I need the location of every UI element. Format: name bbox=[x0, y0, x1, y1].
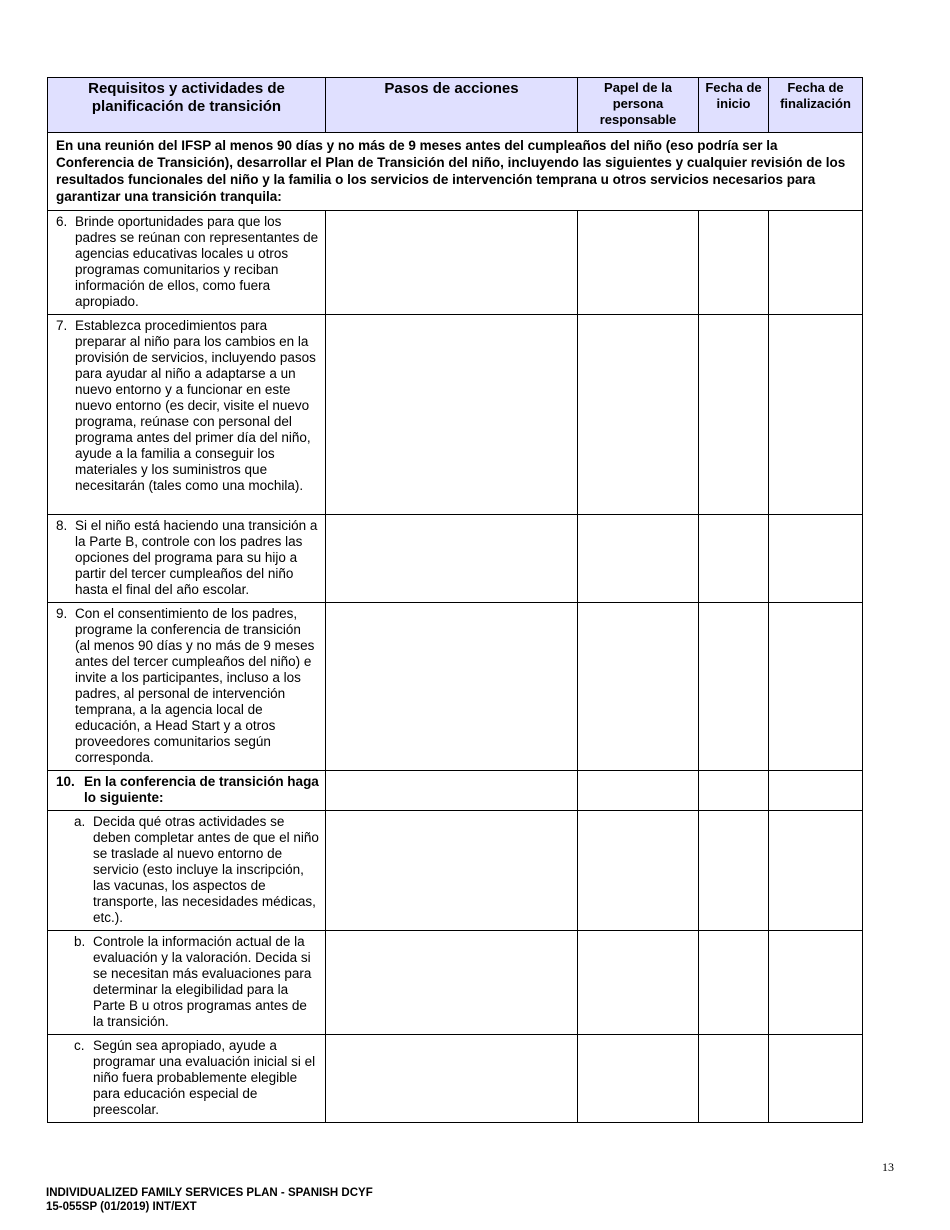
responsible-role-cell[interactable] bbox=[578, 515, 699, 603]
responsible-role-cell[interactable] bbox=[578, 603, 699, 771]
start-date-cell[interactable] bbox=[699, 515, 769, 603]
item-text: Brinde oportunidades para que los padres se reúnan con representantes de agencias educativas locales u otros programas comunitarios y reciban información de ellos, como fuera apropiado. bbox=[75, 214, 319, 309]
item-number: 6. bbox=[56, 214, 68, 229]
requirement-cell bbox=[48, 515, 326, 603]
action-steps-cell[interactable] bbox=[326, 931, 578, 1035]
end-date-cell[interactable] bbox=[769, 931, 863, 1035]
responsible-role-cell[interactable] bbox=[578, 771, 699, 811]
item-number: 9. bbox=[56, 606, 68, 621]
action-steps-cell[interactable] bbox=[326, 211, 578, 315]
action-steps-cell[interactable] bbox=[326, 1035, 578, 1123]
responsible-role-cell[interactable] bbox=[578, 931, 699, 1035]
page-number: 13 bbox=[882, 1160, 894, 1174]
item-number: 10. bbox=[56, 774, 75, 789]
start-date-cell[interactable] bbox=[699, 211, 769, 315]
table-row bbox=[48, 1035, 863, 1123]
table-row bbox=[48, 211, 863, 315]
responsible-role-cell[interactable] bbox=[578, 1035, 699, 1123]
table-row bbox=[48, 811, 863, 931]
end-date-cell[interactable] bbox=[769, 315, 863, 515]
action-steps-cell[interactable] bbox=[326, 811, 578, 931]
intro-text: En una reunión del IFSP al menos 90 días y no más de 9 meses antes del cumpleaños del niño (eso podría ser la Conferencia de Transición), desarrollar el Plan de Transición del niño, incluyendo las siguientes y cualquier revisión de los resultados funcionales del niño y la familia o los servicios de intervención temprana u otros servicios necesarios para garantizar una transición tranquila: bbox=[48, 133, 863, 211]
end-date-cell[interactable] bbox=[769, 811, 863, 931]
requirement-cell bbox=[48, 603, 326, 771]
start-date-cell[interactable] bbox=[699, 931, 769, 1035]
requirement-cell bbox=[48, 211, 326, 315]
item-text: Decida qué otras actividades se deben completar antes de que el niño se traslade al nuevo entorno de servicio (esto incluye la inscripción, las vacunas, los aspectos de transporte, las necesidades médicas, etc.). bbox=[93, 814, 319, 925]
header-end-date: Fecha de finalización bbox=[769, 78, 863, 133]
footer-form-title: INDIVIDUALIZED FAMILY SERVICES PLAN - SPANISH DCYF bbox=[46, 1187, 373, 1199]
action-steps-cell[interactable] bbox=[326, 603, 578, 771]
item-number: 8. bbox=[56, 518, 68, 533]
transition-plan-table bbox=[47, 77, 863, 1123]
requirement-cell bbox=[48, 315, 326, 515]
start-date-cell[interactable] bbox=[699, 315, 769, 515]
end-date-cell[interactable] bbox=[769, 515, 863, 603]
header-row bbox=[48, 78, 863, 133]
item-letter: a. bbox=[74, 814, 86, 829]
item-text: Controle la información actual de la evaluación y la valoración. Decida si se necesitan más evaluaciones para determinar la elegibilidad para la Parte B u otros programas antes de la transición. bbox=[93, 934, 312, 1029]
table-row bbox=[48, 603, 863, 771]
item-text: Según sea apropiado, ayude a programar una evaluación inicial si el niño fuera probablemente elegible para educación especial de preescolar. bbox=[93, 1038, 316, 1117]
start-date-cell[interactable] bbox=[699, 811, 769, 931]
table-row bbox=[48, 315, 863, 515]
requirement-cell bbox=[48, 1035, 326, 1123]
item-text: En la conferencia de transición haga lo siguiente: bbox=[84, 774, 319, 805]
header-start-date: Fecha de inicio bbox=[699, 78, 769, 133]
start-date-cell[interactable] bbox=[699, 771, 769, 811]
end-date-cell[interactable] bbox=[769, 771, 863, 811]
end-date-cell[interactable] bbox=[769, 1035, 863, 1123]
item-text: Con el consentimiento de los padres, programe la conferencia de transición (al menos 90 días y no más de 9 meses antes del tercer cumpleaños del niño) e invite a los participantes, incluso a los padres, al personal de intervención temprana, a la agencia local de educación, a Head Start y a otros proveedores comunitarios según corresponda. bbox=[75, 606, 315, 765]
item-text: Si el niño está haciendo una transición a la Parte B, controle con los padres las opciones del programa para su hijo a partir del tercer cumpleaños del niño hasta el final del año escolar. bbox=[75, 518, 318, 597]
item-number: 7. bbox=[56, 318, 68, 333]
requirement-cell bbox=[48, 931, 326, 1035]
table-row bbox=[48, 931, 863, 1035]
item-letter: c. bbox=[74, 1038, 85, 1053]
end-date-cell[interactable] bbox=[769, 603, 863, 771]
action-steps-cell[interactable] bbox=[326, 315, 578, 515]
intro-row bbox=[48, 133, 863, 211]
header-requirements: Requisitos y actividades de planificación de transición bbox=[48, 78, 326, 133]
requirement-cell bbox=[48, 771, 326, 811]
action-steps-cell[interactable] bbox=[326, 771, 578, 811]
footer-form-number: 15-055SP (01/2019) INT/EXT bbox=[46, 1201, 197, 1213]
action-steps-cell[interactable] bbox=[326, 515, 578, 603]
document-footer bbox=[46, 1186, 373, 1214]
table-row bbox=[48, 515, 863, 603]
start-date-cell[interactable] bbox=[699, 603, 769, 771]
start-date-cell[interactable] bbox=[699, 1035, 769, 1123]
responsible-role-cell[interactable] bbox=[578, 211, 699, 315]
requirement-cell bbox=[48, 811, 326, 931]
item-letter: b. bbox=[74, 934, 86, 949]
responsible-role-cell[interactable] bbox=[578, 811, 699, 931]
header-responsible-role: Papel de la persona responsable bbox=[578, 78, 699, 133]
table-row bbox=[48, 771, 863, 811]
header-action-steps: Pasos de acciones bbox=[326, 78, 578, 133]
end-date-cell[interactable] bbox=[769, 211, 863, 315]
item-text: Establezca procedimientos para preparar al niño para los cambios en la provisión de servicios, incluyendo pasos para ayudar al niño a adaptarse a un nuevo entorno y a funcionar en este nuevo entorno (es decir, visite el nuevo programa, reúnase con personal del programa antes del primer día del niño, ayude a la familia a conseguir los materiales y los suministros que necesitarán (tales como una mochila). bbox=[75, 318, 316, 493]
responsible-role-cell[interactable] bbox=[578, 315, 699, 515]
